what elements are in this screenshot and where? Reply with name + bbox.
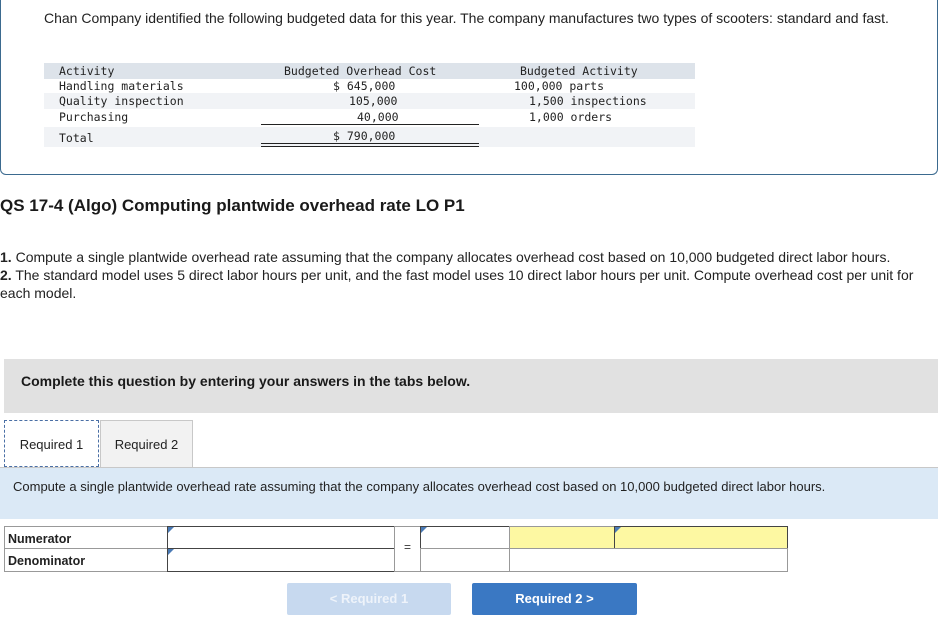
denominator-input[interactable] (168, 549, 394, 571)
result-unit-input-cell[interactable] (614, 526, 788, 549)
next-button-label: Required 2 > (515, 591, 594, 606)
question-title: QS 17-4 (Algo) Computing plantwide overhead rate LO P1 (0, 196, 465, 215)
denominator-label (4, 548, 168, 572)
numerator-input-cell[interactable] (167, 526, 395, 549)
total-rule-2 (261, 146, 479, 147)
numerator-input[interactable] (168, 527, 394, 548)
table-row-total (44, 127, 695, 147)
header-overhead-cost: Budgeted Overhead Cost (284, 64, 437, 78)
row-budgeted: 100,000 parts (514, 79, 605, 93)
result-input-cell[interactable] (420, 526, 510, 549)
header-activity: Activity (59, 64, 115, 78)
result-blank-cell (420, 548, 510, 572)
row-cost: $ 790,000 (333, 129, 396, 143)
instruction-2-number: 2. (0, 267, 12, 283)
row-budgeted: 1,500 inspections (529, 94, 647, 108)
result-unit-cell (509, 526, 615, 549)
table-row (44, 78, 695, 94)
row-cost: 40,000 (357, 110, 399, 124)
prev-button-label: < Required 1 (329, 591, 409, 606)
row-activity: Handling materials (59, 79, 184, 93)
result-bottom-blank (509, 548, 788, 572)
subtotal-rule (261, 124, 479, 125)
numerator-label (4, 526, 168, 549)
table-row (44, 93, 695, 109)
tab-required-1-label: Required 1 (19, 437, 84, 452)
next-required-2-button[interactable] (472, 583, 637, 615)
complete-banner-text: Complete this question by entering your answers in the tabs below. (21, 373, 471, 389)
instruction-2-text: The standard model uses 5 direct labor hours per unit, and the fast model uses 10 direct labor hours per unit. Compute overhead cost per unit for each model. (0, 267, 914, 301)
intro-card (0, 0, 938, 175)
row-cost: $ 645,000 (333, 79, 396, 93)
table-row (44, 109, 695, 125)
row-activity: Total (59, 131, 94, 145)
complete-banner (4, 359, 938, 413)
table-header-row (44, 63, 695, 79)
equals-sign: = (403, 540, 411, 554)
tab-required-1[interactable] (4, 420, 99, 467)
equals-cell (394, 526, 421, 572)
header-budgeted-activity: Budgeted Activity (520, 64, 638, 78)
row-cost: 105,000 (349, 94, 398, 108)
tab-instruction-text: Compute a single plantwide overhead rate assuming that the company allocates overhead cost based on 10,000 budgeted direct labor hours. (13, 479, 826, 494)
total-rule-1 (261, 143, 479, 144)
numerator-label-text: Numerator (8, 532, 72, 546)
tab-required-2-label: Required 2 (114, 437, 179, 452)
prev-required-1-button[interactable] (287, 583, 451, 615)
denominator-label-text: Denominator (8, 554, 86, 568)
result-input[interactable] (421, 527, 509, 548)
tab-required-2[interactable] (100, 420, 193, 467)
instruction-2 (0, 266, 930, 302)
row-budgeted: 1,000 orders (529, 110, 613, 124)
instruction-1-number: 1. (0, 249, 12, 265)
row-activity: Purchasing (59, 110, 129, 124)
tab-instruction-panel (0, 467, 938, 519)
denominator-input-cell[interactable] (167, 548, 395, 572)
result-unit-input[interactable] (615, 527, 787, 548)
instruction-1-text: Compute a single plantwide overhead rate assuming that the company allocates overhead cost based on 10,000 budgeted direct labor hours. (15, 249, 891, 265)
instruction-1 (0, 248, 930, 266)
instructions (0, 248, 930, 302)
row-activity: Quality inspection (59, 94, 184, 108)
intro-text: Chan Company identified the following budgeted data for this year. The company manufactures two types of scooters: standard and fast. (44, 10, 889, 26)
